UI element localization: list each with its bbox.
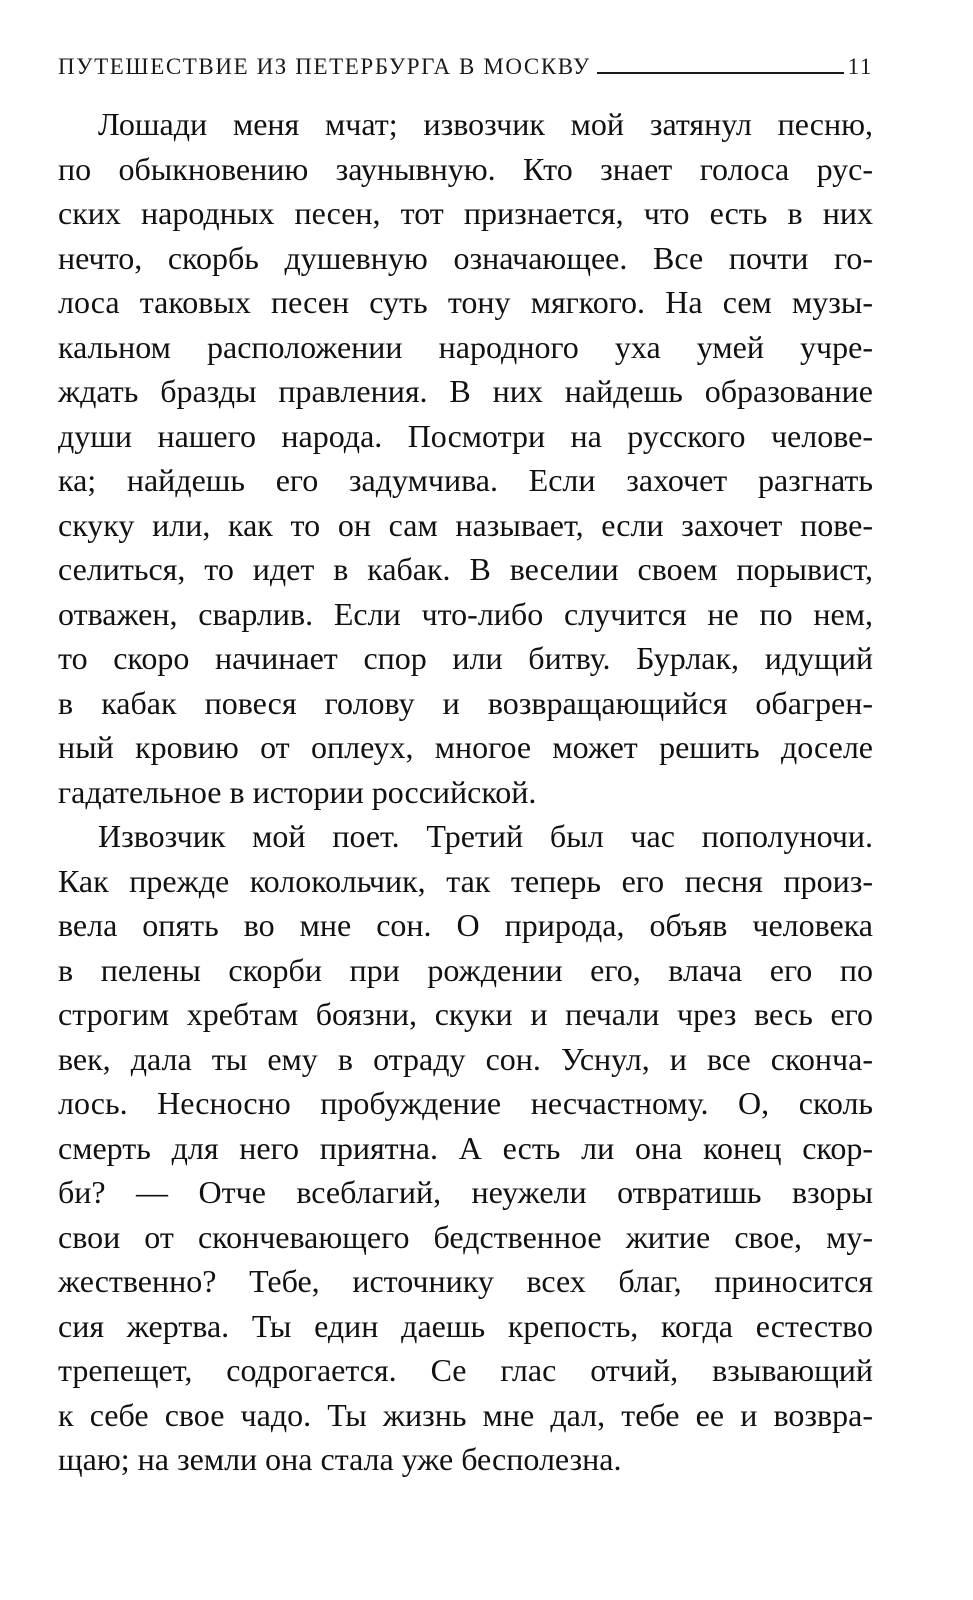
text-line: Лошади меня мчат; извозчик мой затянул песню,	[98, 106, 873, 142]
text-line: би? — Отче всеблагий, неужели отвратишь взоры	[58, 1174, 873, 1210]
text-line: щаю; на земли она стала уже бесполезна.	[58, 1441, 622, 1477]
running-head-rule	[597, 72, 844, 74]
body-text	[58, 102, 873, 1482]
text-line: свои от скончевающего бедственное житие свое, му-	[58, 1218, 873, 1255]
running-head-title: ПУТЕШЕСТВИЕ ИЗ ПЕТЕРБУРГА В МОСКВУ	[58, 54, 591, 79]
text-line: то скоро начинает спор или битву. Бурлак, идущий	[58, 640, 873, 676]
text-line: ный кровию от оплеух, многое может решить доселе	[58, 729, 873, 765]
text-line: в пелены скорби при рождении его, влача его по	[58, 951, 873, 988]
text-line: сия жертва. Ты един даешь крепость, когда естество	[58, 1307, 873, 1344]
text-line: жественно? Тебе, источнику всех благ, приносится	[58, 1263, 873, 1299]
text-line: век, дала ты ему в отраду сон. Уснул, и все сконча-	[58, 1040, 873, 1077]
text-line: нечто, скорбь душевную означающее. Все почти го-	[58, 239, 873, 276]
text-line: к себе свое чадо. Ты жизнь мне дал, тебе ее и возвра-	[58, 1396, 873, 1433]
text-line: вела опять во мне сон. О природа, объяв человека	[58, 907, 873, 943]
text-line: селиться, то идет в кабак. В веселии своем порывист,	[58, 551, 873, 587]
text-line: гадательное в истории российской.	[58, 773, 537, 810]
book-page	[58, 44, 873, 1482]
text-line: ка; найдешь его задумчива. Если захочет разгнать	[58, 462, 873, 498]
text-line: по обыкновению заунывную. Кто знает голоса рус-	[58, 150, 873, 187]
text-line: строгим хребтам боязни, скуки и печали чрез весь его	[58, 996, 873, 1032]
text-line: кальном расположении народного уха умей учре-	[58, 328, 873, 365]
text-line: в кабак повеся голову и возвращающийся обагрен-	[58, 684, 873, 721]
paragraph-1	[58, 102, 873, 814]
text-line: смерть для него приятна. А есть ли она конец скор-	[58, 1129, 873, 1166]
text-line: души нашего народа. Посмотри на русского челове-	[58, 417, 873, 454]
text-line: лоса таковых песен суть тону мягкого. На сем музы-	[58, 284, 873, 320]
paragraph-2	[58, 814, 873, 1482]
text-line: ждать бразды правления. В них найдешь образование	[58, 373, 873, 409]
running-head	[58, 44, 873, 80]
page-number: 11	[847, 54, 873, 79]
text-line: ских народных песен, тот признается, что есть в них	[58, 195, 873, 231]
text-line: трепещет, содрогается. Се глас отчий, взывающий	[58, 1352, 873, 1388]
text-line: скуку или, как то он сам называет, если захочет пове-	[58, 506, 873, 543]
text-line: Извозчик мой поет. Третий был час пополуночи.	[98, 818, 873, 854]
text-line: Как прежде колокольчик, так теперь его песня произ-	[58, 862, 873, 899]
text-line: лось. Несносно пробуждение несчастному. О, сколь	[58, 1085, 873, 1121]
text-line: отважен, сварлив. Если что-либо случится не по нем,	[58, 595, 873, 632]
